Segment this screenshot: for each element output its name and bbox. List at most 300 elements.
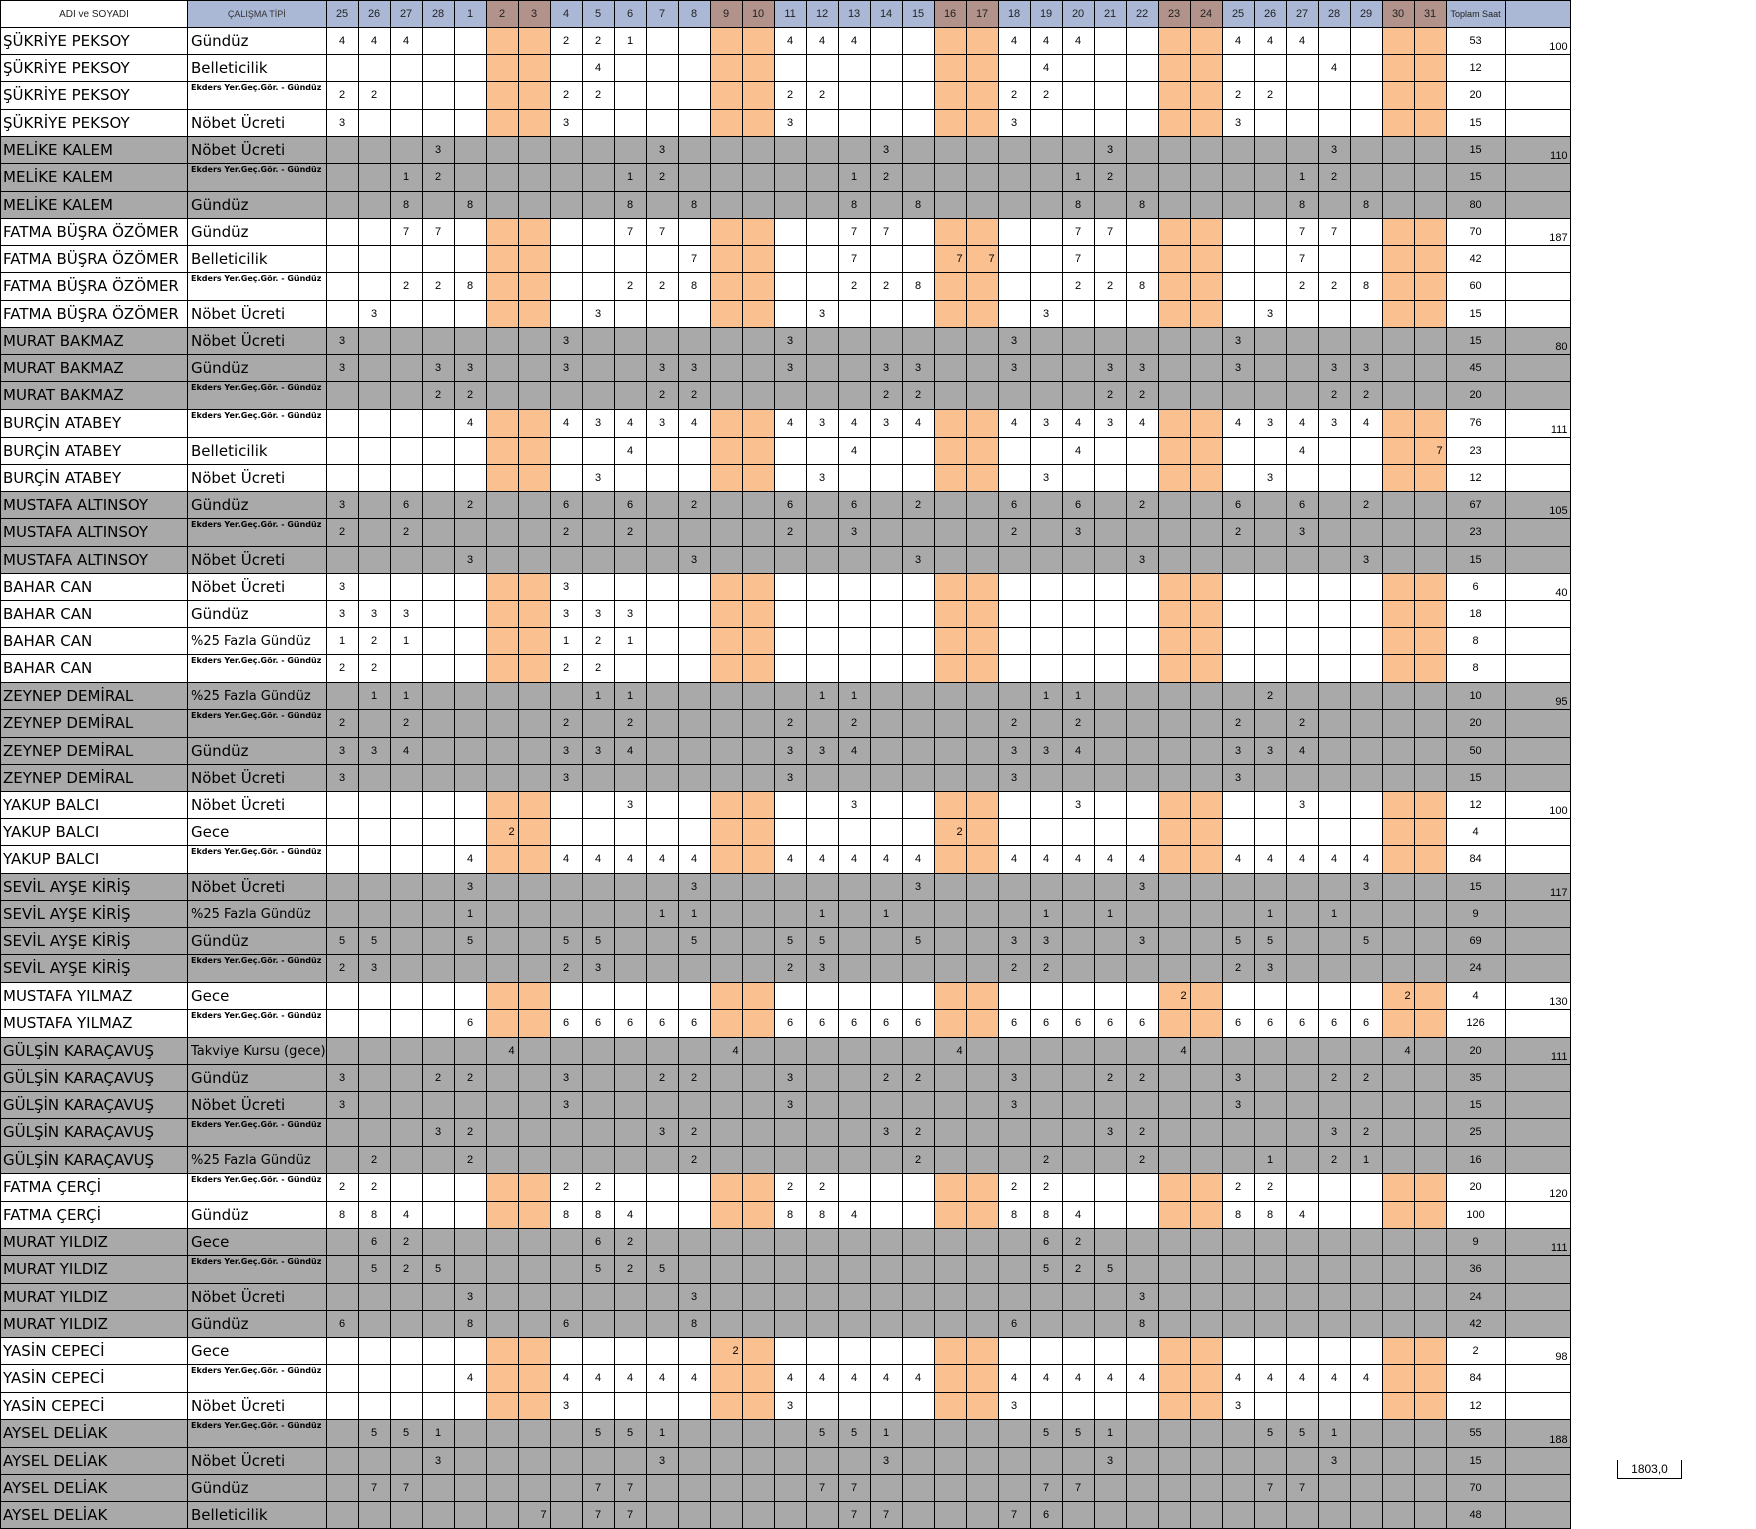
day-hours-cell[interactable] bbox=[838, 655, 870, 683]
day-hours-cell[interactable]: 4 bbox=[1126, 410, 1158, 438]
day-hours-cell[interactable]: 3 bbox=[582, 410, 614, 438]
day-hours-cell[interactable] bbox=[1094, 328, 1126, 355]
work-type-cell[interactable]: Gündüz bbox=[188, 192, 327, 219]
day-hours-cell[interactable] bbox=[1094, 301, 1126, 328]
day-hours-cell[interactable]: 4 bbox=[1094, 846, 1126, 874]
day-hours-cell[interactable] bbox=[934, 901, 966, 928]
day-hours-cell[interactable] bbox=[1094, 955, 1126, 983]
day-hours-cell[interactable] bbox=[742, 819, 774, 846]
day-hours-cell[interactable] bbox=[486, 1202, 518, 1229]
day-hours-cell[interactable] bbox=[1030, 874, 1062, 901]
employee-sum-cell[interactable] bbox=[1505, 901, 1570, 928]
day-hours-cell[interactable] bbox=[454, 628, 486, 655]
day-hours-cell[interactable] bbox=[934, 1311, 966, 1338]
day-hours-cell[interactable] bbox=[1158, 55, 1190, 82]
employee-sum-cell[interactable] bbox=[1505, 1311, 1570, 1338]
day-hours-cell[interactable] bbox=[1414, 328, 1446, 355]
day-hours-cell[interactable] bbox=[486, 683, 518, 710]
work-type-cell[interactable]: Ekders Yer.Geç.Gör. - Gündüz bbox=[188, 955, 327, 983]
day-hours-cell[interactable] bbox=[550, 137, 582, 164]
day-hours-cell[interactable] bbox=[678, 110, 710, 137]
day-hours-cell[interactable] bbox=[518, 328, 550, 355]
day-hours-cell[interactable]: 3 bbox=[870, 410, 902, 438]
day-hours-cell[interactable] bbox=[870, 328, 902, 355]
day-hours-cell[interactable] bbox=[1254, 438, 1286, 465]
day-hours-cell[interactable] bbox=[1030, 1092, 1062, 1119]
employee-name-cell[interactable]: MUSTAFA YILMAZ bbox=[1, 1010, 188, 1038]
day-hours-cell[interactable] bbox=[998, 192, 1030, 219]
day-hours-cell[interactable] bbox=[806, 1065, 838, 1092]
day-hours-cell[interactable] bbox=[486, 1065, 518, 1092]
header-day[interactable]: 24 bbox=[1190, 1, 1222, 28]
day-hours-cell[interactable]: 2 bbox=[1030, 1147, 1062, 1174]
day-hours-cell[interactable] bbox=[422, 28, 454, 55]
day-hours-cell[interactable] bbox=[1350, 1311, 1382, 1338]
day-hours-cell[interactable] bbox=[1382, 601, 1414, 628]
day-hours-cell[interactable] bbox=[774, 1147, 806, 1174]
work-type-cell[interactable]: Gece bbox=[188, 983, 327, 1010]
day-hours-cell[interactable] bbox=[902, 301, 934, 328]
employee-sum-cell[interactable] bbox=[1505, 1448, 1570, 1475]
day-hours-cell[interactable]: 2 bbox=[1062, 273, 1094, 301]
day-hours-cell[interactable] bbox=[1382, 901, 1414, 928]
day-hours-cell[interactable]: 5 bbox=[806, 928, 838, 955]
day-hours-cell[interactable] bbox=[358, 1038, 390, 1065]
employee-sum-cell[interactable] bbox=[1505, 55, 1570, 82]
day-hours-cell[interactable] bbox=[326, 547, 358, 574]
day-hours-cell[interactable]: 2 bbox=[678, 1147, 710, 1174]
day-hours-cell[interactable] bbox=[998, 438, 1030, 465]
day-hours-cell[interactable] bbox=[1030, 1448, 1062, 1475]
day-hours-cell[interactable] bbox=[742, 1502, 774, 1529]
header-day[interactable]: 27 bbox=[1286, 1, 1318, 28]
day-hours-cell[interactable] bbox=[1414, 1502, 1446, 1529]
day-hours-cell[interactable] bbox=[934, 1202, 966, 1229]
day-hours-cell[interactable] bbox=[422, 301, 454, 328]
day-hours-cell[interactable] bbox=[422, 547, 454, 574]
day-hours-cell[interactable] bbox=[390, 1119, 422, 1147]
header-name[interactable]: ADI ve SOYADI bbox=[1, 1, 188, 28]
day-hours-cell[interactable]: 2 bbox=[422, 273, 454, 301]
day-hours-cell[interactable]: 7 bbox=[614, 1475, 646, 1502]
day-hours-cell[interactable] bbox=[742, 137, 774, 164]
day-hours-cell[interactable] bbox=[390, 82, 422, 110]
day-hours-cell[interactable]: 5 bbox=[1254, 928, 1286, 955]
day-hours-cell[interactable] bbox=[966, 1202, 998, 1229]
day-hours-cell[interactable] bbox=[422, 1502, 454, 1529]
day-hours-cell[interactable] bbox=[486, 955, 518, 983]
day-hours-cell[interactable]: 2 bbox=[678, 1065, 710, 1092]
day-hours-cell[interactable] bbox=[838, 1065, 870, 1092]
day-hours-cell[interactable]: 2 bbox=[1126, 382, 1158, 410]
day-hours-cell[interactable] bbox=[1318, 519, 1350, 547]
day-hours-cell[interactable] bbox=[422, 683, 454, 710]
work-type-cell[interactable]: Ekders Yer.Geç.Gör. - Gündüz bbox=[188, 273, 327, 301]
day-hours-cell[interactable] bbox=[390, 928, 422, 955]
day-hours-cell[interactable] bbox=[1190, 410, 1222, 438]
day-hours-cell[interactable] bbox=[1414, 874, 1446, 901]
day-hours-cell[interactable]: 2 bbox=[614, 273, 646, 301]
day-hours-cell[interactable]: 3 bbox=[774, 1092, 806, 1119]
day-hours-cell[interactable] bbox=[742, 1338, 774, 1365]
day-hours-cell[interactable] bbox=[486, 1502, 518, 1529]
day-hours-cell[interactable]: 4 bbox=[774, 1365, 806, 1393]
day-hours-cell[interactable] bbox=[486, 192, 518, 219]
day-hours-cell[interactable] bbox=[774, 683, 806, 710]
day-hours-cell[interactable] bbox=[422, 328, 454, 355]
day-hours-cell[interactable] bbox=[710, 574, 742, 601]
day-hours-cell[interactable] bbox=[1030, 328, 1062, 355]
day-hours-cell[interactable] bbox=[1350, 301, 1382, 328]
total-hours-cell[interactable]: 67 bbox=[1446, 492, 1505, 519]
day-hours-cell[interactable] bbox=[838, 1119, 870, 1147]
day-hours-cell[interactable] bbox=[710, 1365, 742, 1393]
employee-name-cell[interactable]: AYSEL DELİAK bbox=[1, 1420, 188, 1448]
day-hours-cell[interactable] bbox=[1222, 192, 1254, 219]
day-hours-cell[interactable]: 4 bbox=[838, 738, 870, 765]
day-hours-cell[interactable] bbox=[1094, 438, 1126, 465]
day-hours-cell[interactable] bbox=[1126, 519, 1158, 547]
day-hours-cell[interactable]: 7 bbox=[966, 246, 998, 273]
day-hours-cell[interactable] bbox=[486, 55, 518, 82]
day-hours-cell[interactable] bbox=[1414, 192, 1446, 219]
day-hours-cell[interactable] bbox=[550, 301, 582, 328]
day-hours-cell[interactable] bbox=[1350, 465, 1382, 492]
day-hours-cell[interactable]: 5 bbox=[358, 1420, 390, 1448]
day-hours-cell[interactable]: 3 bbox=[454, 547, 486, 574]
day-hours-cell[interactable] bbox=[710, 137, 742, 164]
day-hours-cell[interactable] bbox=[518, 1119, 550, 1147]
day-hours-cell[interactable] bbox=[966, 1311, 998, 1338]
day-hours-cell[interactable]: 1 bbox=[870, 1420, 902, 1448]
day-hours-cell[interactable]: 3 bbox=[614, 601, 646, 628]
day-hours-cell[interactable] bbox=[1254, 519, 1286, 547]
day-hours-cell[interactable] bbox=[614, 574, 646, 601]
day-hours-cell[interactable] bbox=[582, 874, 614, 901]
day-hours-cell[interactable] bbox=[518, 1147, 550, 1174]
day-hours-cell[interactable] bbox=[1318, 301, 1350, 328]
day-hours-cell[interactable] bbox=[998, 1448, 1030, 1475]
day-hours-cell[interactable]: 3 bbox=[902, 355, 934, 382]
day-hours-cell[interactable] bbox=[454, 1174, 486, 1202]
day-hours-cell[interactable] bbox=[838, 1229, 870, 1256]
day-hours-cell[interactable] bbox=[550, 219, 582, 246]
day-hours-cell[interactable] bbox=[646, 28, 678, 55]
day-hours-cell[interactable]: 6 bbox=[998, 492, 1030, 519]
day-hours-cell[interactable]: 6 bbox=[998, 1010, 1030, 1038]
day-hours-cell[interactable]: 3 bbox=[774, 110, 806, 137]
day-hours-cell[interactable] bbox=[1062, 983, 1094, 1010]
day-hours-cell[interactable] bbox=[326, 1338, 358, 1365]
employee-name-cell[interactable]: ZEYNEP DEMİRAL bbox=[1, 683, 188, 710]
day-hours-cell[interactable]: 7 bbox=[678, 246, 710, 273]
day-hours-cell[interactable] bbox=[326, 1420, 358, 1448]
day-hours-cell[interactable] bbox=[710, 846, 742, 874]
day-hours-cell[interactable] bbox=[518, 1311, 550, 1338]
employee-sum-cell[interactable] bbox=[1505, 465, 1570, 492]
day-hours-cell[interactable] bbox=[838, 547, 870, 574]
work-type-cell[interactable]: Ekders Yer.Geç.Gör. - Gündüz bbox=[188, 519, 327, 547]
day-hours-cell[interactable] bbox=[870, 683, 902, 710]
day-hours-cell[interactable] bbox=[1094, 1338, 1126, 1365]
day-hours-cell[interactable] bbox=[934, 328, 966, 355]
day-hours-cell[interactable] bbox=[678, 301, 710, 328]
day-hours-cell[interactable]: 4 bbox=[1286, 1202, 1318, 1229]
day-hours-cell[interactable] bbox=[582, 382, 614, 410]
day-hours-cell[interactable] bbox=[710, 492, 742, 519]
day-hours-cell[interactable] bbox=[1414, 1119, 1446, 1147]
total-hours-cell[interactable]: 23 bbox=[1446, 519, 1505, 547]
day-hours-cell[interactable]: 4 bbox=[1286, 410, 1318, 438]
employee-name-cell[interactable]: YASİN CEPECİ bbox=[1, 1365, 188, 1393]
day-hours-cell[interactable] bbox=[678, 765, 710, 792]
day-hours-cell[interactable] bbox=[1350, 110, 1382, 137]
day-hours-cell[interactable]: 2 bbox=[358, 655, 390, 683]
employee-name-cell[interactable]: FATMA BÜŞRA ÖZÖMER bbox=[1, 301, 188, 328]
day-hours-cell[interactable]: 4 bbox=[614, 846, 646, 874]
day-hours-cell[interactable] bbox=[550, 273, 582, 301]
day-hours-cell[interactable] bbox=[998, 628, 1030, 655]
day-hours-cell[interactable] bbox=[1126, 28, 1158, 55]
day-hours-cell[interactable] bbox=[486, 1256, 518, 1284]
day-hours-cell[interactable] bbox=[774, 1284, 806, 1311]
day-hours-cell[interactable] bbox=[486, 628, 518, 655]
day-hours-cell[interactable] bbox=[1094, 1311, 1126, 1338]
day-hours-cell[interactable] bbox=[838, 628, 870, 655]
day-hours-cell[interactable] bbox=[710, 1502, 742, 1529]
day-hours-cell[interactable] bbox=[1158, 792, 1190, 819]
employee-name-cell[interactable]: BAHAR CAN bbox=[1, 574, 188, 601]
employee-sum-cell[interactable] bbox=[1505, 1256, 1570, 1284]
day-hours-cell[interactable] bbox=[678, 955, 710, 983]
day-hours-cell[interactable] bbox=[870, 1038, 902, 1065]
day-hours-cell[interactable] bbox=[422, 1174, 454, 1202]
day-hours-cell[interactable] bbox=[1286, 955, 1318, 983]
day-hours-cell[interactable] bbox=[422, 574, 454, 601]
day-hours-cell[interactable] bbox=[1254, 628, 1286, 655]
day-hours-cell[interactable] bbox=[1094, 601, 1126, 628]
day-hours-cell[interactable] bbox=[902, 1393, 934, 1420]
employee-sum-cell[interactable] bbox=[1505, 1092, 1570, 1119]
day-hours-cell[interactable] bbox=[1382, 328, 1414, 355]
day-hours-cell[interactable] bbox=[774, 382, 806, 410]
day-hours-cell[interactable] bbox=[1382, 438, 1414, 465]
day-hours-cell[interactable] bbox=[1030, 765, 1062, 792]
work-type-cell[interactable]: Nöbet Ücreti bbox=[188, 137, 327, 164]
day-hours-cell[interactable] bbox=[454, 82, 486, 110]
day-hours-cell[interactable]: 3 bbox=[358, 601, 390, 628]
day-hours-cell[interactable] bbox=[326, 1284, 358, 1311]
day-hours-cell[interactable] bbox=[1190, 1174, 1222, 1202]
day-hours-cell[interactable]: 6 bbox=[1126, 1010, 1158, 1038]
day-hours-cell[interactable] bbox=[1062, 955, 1094, 983]
employee-name-cell[interactable]: SEVİL AYŞE KİRİŞ bbox=[1, 955, 188, 983]
day-hours-cell[interactable] bbox=[998, 547, 1030, 574]
day-hours-cell[interactable] bbox=[838, 1256, 870, 1284]
day-hours-cell[interactable]: 7 bbox=[838, 246, 870, 273]
day-hours-cell[interactable] bbox=[1030, 246, 1062, 273]
day-hours-cell[interactable]: 5 bbox=[774, 928, 806, 955]
employee-name-cell[interactable]: MELİKE KALEM bbox=[1, 137, 188, 164]
day-hours-cell[interactable] bbox=[742, 983, 774, 1010]
day-hours-cell[interactable] bbox=[1286, 574, 1318, 601]
day-hours-cell[interactable]: 7 bbox=[582, 1475, 614, 1502]
day-hours-cell[interactable]: 4 bbox=[774, 846, 806, 874]
day-hours-cell[interactable] bbox=[678, 710, 710, 738]
total-hours-cell[interactable]: 6 bbox=[1446, 574, 1505, 601]
day-hours-cell[interactable] bbox=[678, 983, 710, 1010]
day-hours-cell[interactable]: 3 bbox=[550, 328, 582, 355]
day-hours-cell[interactable] bbox=[902, 1338, 934, 1365]
day-hours-cell[interactable] bbox=[454, 55, 486, 82]
work-type-cell[interactable]: %25 Fazla Gündüz bbox=[188, 628, 327, 655]
work-type-cell[interactable]: Ekders Yer.Geç.Gör. - Gündüz bbox=[188, 710, 327, 738]
day-hours-cell[interactable]: 2 bbox=[1062, 710, 1094, 738]
day-hours-cell[interactable] bbox=[742, 246, 774, 273]
total-hours-cell[interactable]: 15 bbox=[1446, 301, 1505, 328]
day-hours-cell[interactable] bbox=[1062, 1502, 1094, 1529]
day-hours-cell[interactable] bbox=[678, 1092, 710, 1119]
day-hours-cell[interactable]: 4 bbox=[1062, 410, 1094, 438]
day-hours-cell[interactable] bbox=[806, 1147, 838, 1174]
day-hours-cell[interactable]: 6 bbox=[806, 1010, 838, 1038]
day-hours-cell[interactable] bbox=[1254, 574, 1286, 601]
day-hours-cell[interactable]: 2 bbox=[1318, 382, 1350, 410]
day-hours-cell[interactable]: 4 bbox=[1350, 1365, 1382, 1393]
day-hours-cell[interactable] bbox=[742, 1092, 774, 1119]
total-hours-cell[interactable]: 42 bbox=[1446, 1311, 1505, 1338]
day-hours-cell[interactable] bbox=[806, 55, 838, 82]
day-hours-cell[interactable] bbox=[806, 574, 838, 601]
day-hours-cell[interactable] bbox=[454, 655, 486, 683]
day-hours-cell[interactable] bbox=[1094, 738, 1126, 765]
day-hours-cell[interactable] bbox=[806, 1338, 838, 1365]
day-hours-cell[interactable] bbox=[646, 110, 678, 137]
day-hours-cell[interactable]: 2 bbox=[582, 655, 614, 683]
day-hours-cell[interactable] bbox=[646, 819, 678, 846]
day-hours-cell[interactable] bbox=[1190, 164, 1222, 192]
day-hours-cell[interactable]: 4 bbox=[614, 438, 646, 465]
day-hours-cell[interactable] bbox=[646, 1311, 678, 1338]
day-hours-cell[interactable] bbox=[1062, 1119, 1094, 1147]
day-hours-cell[interactable]: 1 bbox=[326, 628, 358, 655]
work-type-cell[interactable]: Gündüz bbox=[188, 219, 327, 246]
day-hours-cell[interactable] bbox=[486, 1284, 518, 1311]
day-hours-cell[interactable]: 6 bbox=[550, 1010, 582, 1038]
day-hours-cell[interactable] bbox=[582, 1448, 614, 1475]
day-hours-cell[interactable] bbox=[742, 410, 774, 438]
day-hours-cell[interactable] bbox=[838, 955, 870, 983]
day-hours-cell[interactable] bbox=[870, 655, 902, 683]
day-hours-cell[interactable] bbox=[710, 382, 742, 410]
day-hours-cell[interactable] bbox=[390, 1174, 422, 1202]
day-hours-cell[interactable] bbox=[1126, 819, 1158, 846]
day-hours-cell[interactable]: 1 bbox=[614, 164, 646, 192]
total-hours-cell[interactable]: 23 bbox=[1446, 438, 1505, 465]
day-hours-cell[interactable] bbox=[390, 547, 422, 574]
day-hours-cell[interactable] bbox=[1190, 355, 1222, 382]
day-hours-cell[interactable] bbox=[774, 601, 806, 628]
day-hours-cell[interactable] bbox=[486, 355, 518, 382]
day-hours-cell[interactable]: 8 bbox=[1350, 192, 1382, 219]
day-hours-cell[interactable]: 4 bbox=[614, 1365, 646, 1393]
day-hours-cell[interactable] bbox=[1254, 547, 1286, 574]
day-hours-cell[interactable] bbox=[646, 328, 678, 355]
day-hours-cell[interactable]: 4 bbox=[838, 1365, 870, 1393]
day-hours-cell[interactable]: 8 bbox=[838, 192, 870, 219]
day-hours-cell[interactable] bbox=[678, 792, 710, 819]
day-hours-cell[interactable] bbox=[486, 901, 518, 928]
day-hours-cell[interactable] bbox=[614, 328, 646, 355]
day-hours-cell[interactable]: 2 bbox=[614, 519, 646, 547]
day-hours-cell[interactable] bbox=[454, 1393, 486, 1420]
day-hours-cell[interactable] bbox=[1254, 1284, 1286, 1311]
employee-name-cell[interactable]: MURAT YILDIZ bbox=[1, 1284, 188, 1311]
day-hours-cell[interactable] bbox=[646, 519, 678, 547]
day-hours-cell[interactable]: 7 bbox=[1286, 1475, 1318, 1502]
day-hours-cell[interactable]: 3 bbox=[326, 601, 358, 628]
day-hours-cell[interactable] bbox=[1318, 1256, 1350, 1284]
day-hours-cell[interactable] bbox=[1286, 328, 1318, 355]
day-hours-cell[interactable]: 2 bbox=[454, 382, 486, 410]
day-hours-cell[interactable] bbox=[486, 1420, 518, 1448]
day-hours-cell[interactable]: 1 bbox=[358, 683, 390, 710]
day-hours-cell[interactable] bbox=[1350, 574, 1382, 601]
day-hours-cell[interactable]: 3 bbox=[582, 301, 614, 328]
day-hours-cell[interactable] bbox=[870, 55, 902, 82]
day-hours-cell[interactable] bbox=[774, 983, 806, 1010]
day-hours-cell[interactable] bbox=[1318, 765, 1350, 792]
day-hours-cell[interactable] bbox=[966, 874, 998, 901]
day-hours-cell[interactable] bbox=[1414, 382, 1446, 410]
day-hours-cell[interactable] bbox=[390, 301, 422, 328]
day-hours-cell[interactable] bbox=[1414, 655, 1446, 683]
day-hours-cell[interactable] bbox=[1158, 1065, 1190, 1092]
day-hours-cell[interactable] bbox=[1414, 819, 1446, 846]
day-hours-cell[interactable] bbox=[870, 1256, 902, 1284]
day-hours-cell[interactable] bbox=[1382, 1338, 1414, 1365]
day-hours-cell[interactable]: 1 bbox=[454, 901, 486, 928]
day-hours-cell[interactable]: 8 bbox=[1126, 192, 1158, 219]
day-hours-cell[interactable] bbox=[454, 738, 486, 765]
day-hours-cell[interactable]: 5 bbox=[422, 1256, 454, 1284]
day-hours-cell[interactable] bbox=[422, 1202, 454, 1229]
day-hours-cell[interactable] bbox=[518, 928, 550, 955]
day-hours-cell[interactable]: 2 bbox=[774, 955, 806, 983]
day-hours-cell[interactable] bbox=[742, 1147, 774, 1174]
day-hours-cell[interactable]: 4 bbox=[710, 1038, 742, 1065]
day-hours-cell[interactable]: 7 bbox=[1094, 219, 1126, 246]
day-hours-cell[interactable] bbox=[614, 1147, 646, 1174]
day-hours-cell[interactable] bbox=[1382, 1284, 1414, 1311]
day-hours-cell[interactable]: 2 bbox=[870, 164, 902, 192]
header-day[interactable]: 14 bbox=[870, 1, 902, 28]
day-hours-cell[interactable] bbox=[934, 738, 966, 765]
total-hours-cell[interactable]: 15 bbox=[1446, 1448, 1505, 1475]
day-hours-cell[interactable] bbox=[422, 1092, 454, 1119]
day-hours-cell[interactable] bbox=[1190, 1038, 1222, 1065]
employee-sum-cell[interactable]: 188 bbox=[1505, 1420, 1570, 1448]
day-hours-cell[interactable]: 2 bbox=[358, 1174, 390, 1202]
day-hours-cell[interactable] bbox=[678, 574, 710, 601]
day-hours-cell[interactable] bbox=[614, 382, 646, 410]
day-hours-cell[interactable] bbox=[518, 1365, 550, 1393]
day-hours-cell[interactable] bbox=[422, 983, 454, 1010]
day-hours-cell[interactable] bbox=[902, 82, 934, 110]
day-hours-cell[interactable] bbox=[486, 273, 518, 301]
day-hours-cell[interactable] bbox=[1350, 1284, 1382, 1311]
day-hours-cell[interactable] bbox=[486, 519, 518, 547]
